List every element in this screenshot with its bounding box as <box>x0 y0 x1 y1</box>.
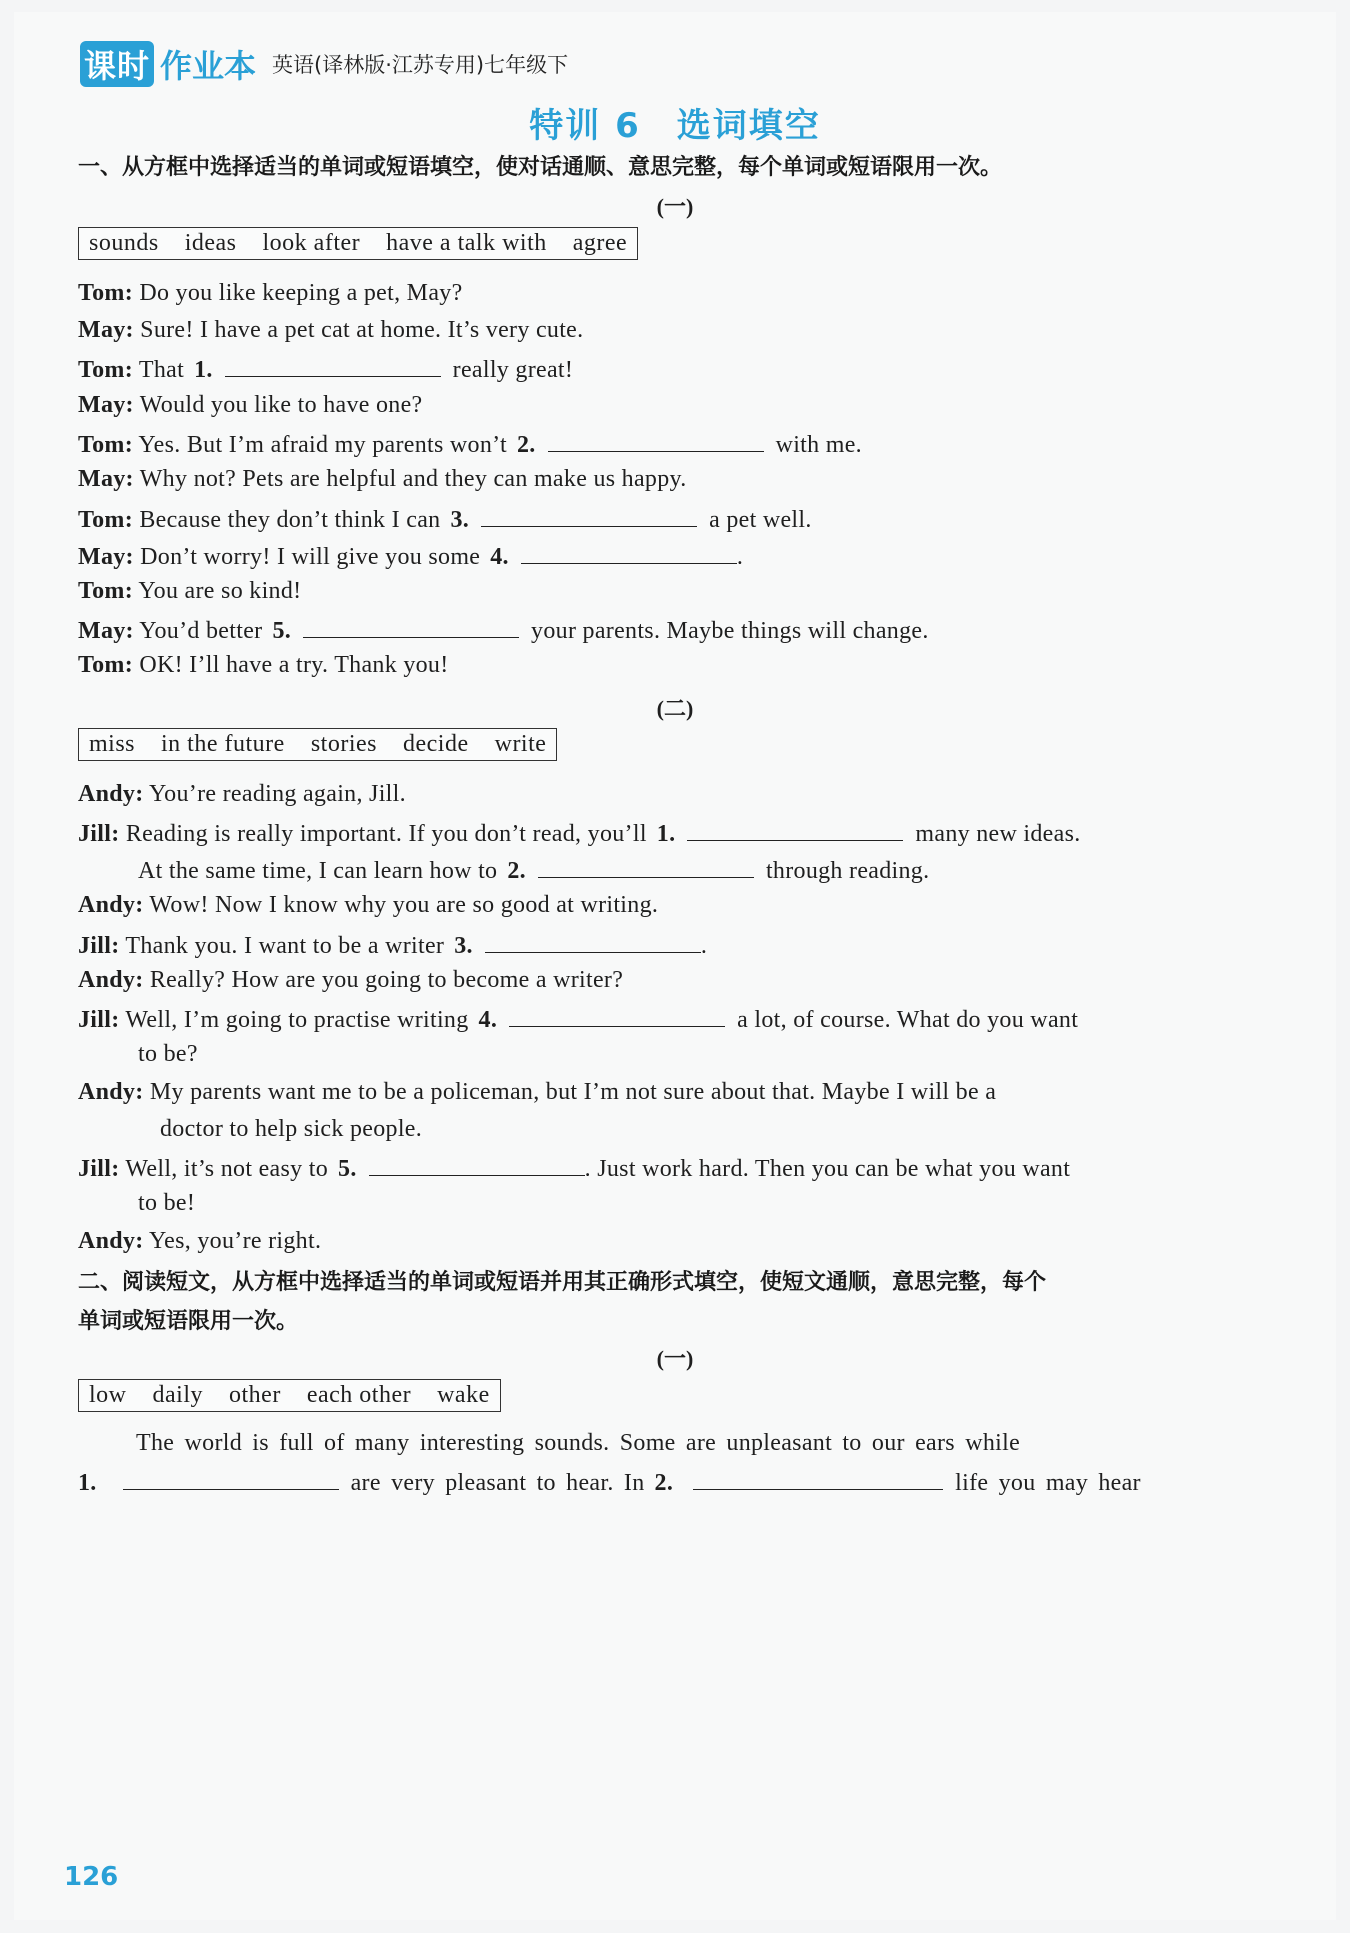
section1-instruction: 一、从方框中选择适当的单词或短语填空，使对话通顺、意思完整，每个单词或短语限用一次。 <box>78 155 1003 180</box>
section1-part1-label: (一) <box>656 194 694 219</box>
page-title <box>0 98 1350 147</box>
speaker: Tom: <box>78 280 133 306</box>
section2-part1-label: (一) <box>656 1346 694 1371</box>
line-text: your parents. Maybe things will change. <box>531 618 929 644</box>
blank-number: 4. <box>478 1007 498 1033</box>
line-text: Because they don’t think I can <box>139 507 441 533</box>
speaker: Tom: <box>78 652 133 678</box>
dialogue-line <box>78 652 449 679</box>
word-option: other <box>229 1382 281 1408</box>
line-text: Yes, you’re right. <box>148 1228 322 1254</box>
speaker: Andy: <box>78 892 144 918</box>
line-text: You’re reading again, Jill. <box>148 781 406 807</box>
blank-number: 2. <box>507 858 526 884</box>
dialogue-line <box>78 429 862 459</box>
blank-number: 4. <box>490 544 509 570</box>
dialogue-line <box>78 615 929 645</box>
blank-number: 3. <box>454 933 473 959</box>
speaker: Andy: <box>78 967 144 993</box>
answer-blank[interactable] <box>225 354 441 377</box>
title-part1: 特训 6 <box>529 106 641 146</box>
line-text: Reading is really important. If you don’t read, you’ll <box>125 821 647 847</box>
dialogue-line <box>78 1228 321 1255</box>
dialogue-line <box>160 1116 422 1143</box>
dialogue-line <box>138 855 929 885</box>
speaker: May: <box>78 392 134 418</box>
dialogue-line <box>78 892 658 919</box>
line-text: with me. <box>775 432 862 458</box>
answer-blank[interactable] <box>481 504 697 527</box>
word-option: agree <box>572 230 628 256</box>
line-text: Don’t worry! I will give you some <box>140 544 481 570</box>
line-text: You are so kind! <box>138 578 302 604</box>
word-option: miss <box>89 731 136 757</box>
line-text: My parents want me to be a policeman, but I’m not sure about that. Maybe I will be a <box>149 1079 997 1105</box>
dialogue-line <box>78 930 707 960</box>
passage-line <box>78 1467 1141 1497</box>
answer-blank[interactable] <box>687 818 903 841</box>
word-option: each other <box>306 1382 412 1408</box>
line-text: That <box>138 357 185 383</box>
answer-blank[interactable] <box>369 1153 585 1176</box>
answer-blank[interactable] <box>303 615 519 638</box>
page-number: 126 <box>64 1862 119 1892</box>
word-box-1 <box>78 227 638 260</box>
speaker: Jill: <box>78 821 120 847</box>
blank-number: 5. <box>338 1156 357 1182</box>
word-option: sounds <box>89 230 159 256</box>
dialogue-line <box>78 578 301 605</box>
line-text: Sure! I have a pet cat at home. It’s very cute. <box>140 317 584 343</box>
line-text: Thank you. I want to be a writer <box>125 933 445 959</box>
answer-blank[interactable] <box>548 429 764 452</box>
line-text: OK! I’ll have a try. Thank you! <box>139 652 449 678</box>
speaker: Andy: <box>78 1079 144 1105</box>
section2-instruction-line1: 二、阅读短文，从方框中选择适当的单词或短语并用其正确形式填空，使短文通顺，意思完整，每个 <box>78 1270 1047 1295</box>
speaker: May: <box>78 466 134 492</box>
blank-number: 1. <box>78 1470 97 1496</box>
line-text: . <box>736 544 744 570</box>
line-text: are very pleasant to hear. In <box>350 1470 645 1496</box>
line-text: a pet well. <box>709 507 812 533</box>
subject-label: 英语(译林版·江苏专用)七年级下 <box>272 53 569 77</box>
line-text: Do you like keeping a pet, May? <box>139 280 463 306</box>
line-text: Yes. But I’m afraid my parents won’t <box>138 432 507 458</box>
answer-blank[interactable] <box>123 1467 339 1490</box>
word-option: write <box>494 731 547 757</box>
word-box-2 <box>78 728 557 761</box>
speaker: May: <box>78 544 134 570</box>
dialogue-line <box>78 466 687 493</box>
speaker: Tom: <box>78 578 133 604</box>
word-option: have a talk with <box>386 230 547 256</box>
title-part2: 选词填空 <box>676 106 821 146</box>
speaker: Jill: <box>78 1007 120 1033</box>
line-text: Really? How are you going to become a writer? <box>149 967 624 993</box>
dialogue-line <box>78 317 583 344</box>
word-option: stories <box>310 731 377 757</box>
word-box-3 <box>78 1379 501 1412</box>
dialogue-line <box>78 541 743 571</box>
speaker: May: <box>78 317 134 343</box>
line-text: Would you like to have one? <box>139 392 423 418</box>
dialogue-line <box>78 392 423 419</box>
answer-blank[interactable] <box>693 1467 943 1490</box>
dialogue-line <box>138 1190 195 1217</box>
line-text: life you may hear <box>955 1470 1141 1496</box>
line-text: Wow! Now I know why you are so good at writing. <box>149 892 659 918</box>
speaker: Jill: <box>78 1156 120 1182</box>
dialogue-line <box>78 354 573 384</box>
line-text: doctor to help sick people. <box>160 1116 423 1142</box>
word-option: low <box>89 1382 127 1408</box>
line-text: Why not? Pets are helpful and they can make us happy. <box>139 466 687 492</box>
blank-number: 2. <box>516 432 536 458</box>
line-text: really great! <box>452 357 574 383</box>
answer-blank[interactable] <box>521 541 737 564</box>
blank-number: 5. <box>272 618 292 644</box>
dialogue-line <box>78 781 406 808</box>
logo <box>80 41 256 87</box>
speaker: Tom: <box>78 507 133 533</box>
speaker: Tom: <box>78 357 133 383</box>
line-text: through reading. <box>765 858 930 884</box>
dialogue-line <box>78 280 463 307</box>
blank-number: 1. <box>194 357 213 383</box>
line-text: . <box>700 933 708 959</box>
answer-blank[interactable] <box>538 855 754 878</box>
logo-part1: 课时 <box>80 41 154 87</box>
line-text: to be! <box>138 1190 196 1216</box>
speaker: Jill: <box>78 933 120 959</box>
speaker: Andy: <box>78 1228 144 1254</box>
line-text: Well, I’m going to practise writing <box>125 1007 469 1033</box>
word-option: decide <box>402 731 469 757</box>
line-text: You’d better <box>139 618 263 644</box>
answer-blank[interactable] <box>509 1004 725 1027</box>
dialogue-line <box>78 818 1081 848</box>
line-text: At the same time, I can learn how to <box>138 858 498 884</box>
section2-instruction-line2: 单词或短语限用一次。 <box>78 1309 299 1334</box>
logo-part2: 作业本 <box>160 47 257 85</box>
passage-line: The world is full of many interesting sounds. Some are unpleasant to our ears while <box>136 1430 1021 1456</box>
dialogue-line <box>78 504 812 534</box>
word-option: look after <box>262 230 361 256</box>
dialogue-line <box>138 1041 198 1068</box>
speaker: Andy: <box>78 781 144 807</box>
line-text: many new ideas. <box>915 821 1081 847</box>
line-text: to be? <box>138 1041 198 1067</box>
line-text: . Just work hard. Then you can be what you want <box>584 1156 1071 1182</box>
line-text: Well, it’s not easy to <box>125 1156 329 1182</box>
dialogue-line <box>78 1153 1070 1183</box>
section1-part2-label: (二) <box>656 696 694 721</box>
word-option: in the future <box>161 731 285 757</box>
speaker: May: <box>78 618 134 644</box>
word-option: wake <box>437 1382 490 1408</box>
speaker: Tom: <box>78 432 133 458</box>
blank-number: 2. <box>654 1470 674 1496</box>
word-option: daily <box>152 1382 203 1408</box>
dialogue-line <box>78 967 623 994</box>
blank-number: 3. <box>450 507 470 533</box>
dialogue-line <box>78 1079 996 1106</box>
answer-blank[interactable] <box>485 930 701 953</box>
word-option: ideas <box>184 230 237 256</box>
line-text: a lot, of course. What do you want <box>737 1007 1079 1033</box>
blank-number: 1. <box>656 821 676 847</box>
header <box>80 42 568 86</box>
dialogue-line <box>78 1004 1078 1034</box>
